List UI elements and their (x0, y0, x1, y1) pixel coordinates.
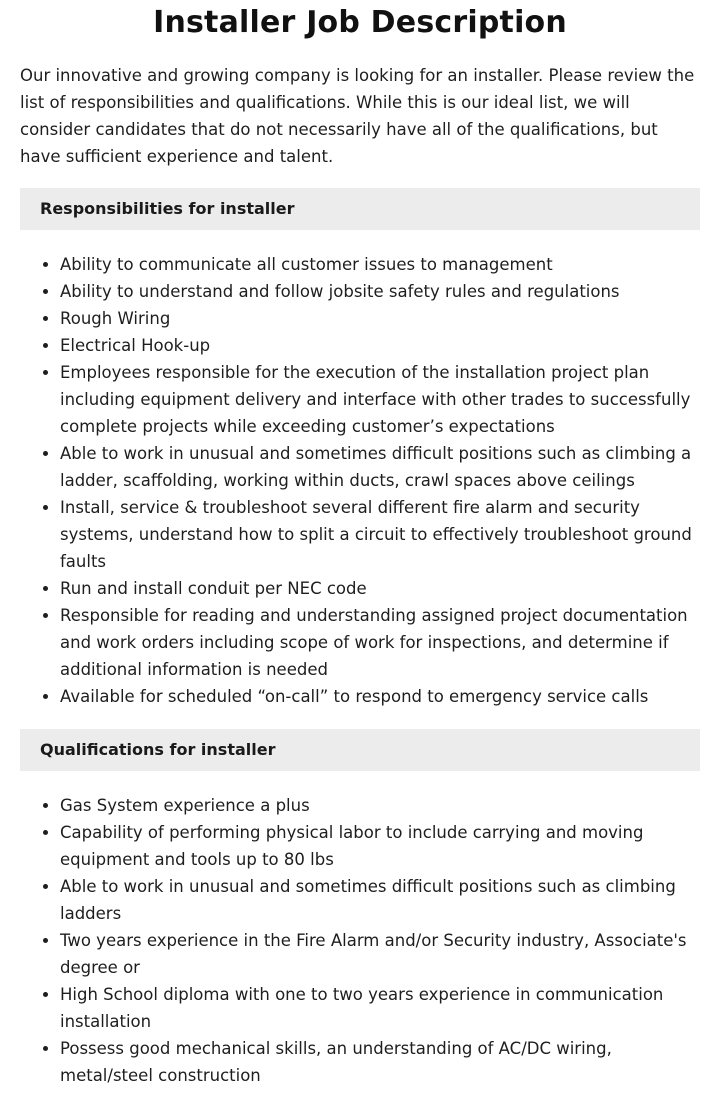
page-title: Installer Job Description (153, 5, 567, 40)
list-item: Electrical Hook-up (60, 332, 700, 359)
list-item: Ability to understand and follow jobsite safety rules and regulations (60, 278, 700, 305)
responsibilities-heading: Responsibilities for installer (20, 188, 700, 230)
list-item: Able to work in unusual and sometimes difficult positions such as climbing ladders (60, 873, 700, 927)
qualifications-list (20, 792, 700, 1089)
list-item: Gas System experience a plus (60, 792, 700, 819)
list-item: High School diploma with one to two years experience in communication installation (60, 981, 700, 1035)
list-item: Capability of performing physical labor to include carrying and moving equipment and tools up to 80 lbs (60, 819, 700, 873)
list-item: Ability to communicate all customer issues to management (60, 251, 700, 278)
list-item: Responsible for reading and understanding assigned project documentation and work orders including scope of work for inspections, and determine if additional information is needed (60, 602, 700, 683)
list-item: Able to work in unusual and sometimes difficult positions such as climbing a ladder, scaffolding, working within ducts, crawl spaces above ceilings (60, 440, 700, 494)
list-item: Possess good mechanical skills, an understanding of AC/DC wiring, metal/steel construction (60, 1035, 700, 1089)
list-item: Install, service & troubleshoot several different fire alarm and security systems, understand how to split a circuit to effectively troubleshoot ground faults (60, 494, 700, 575)
list-item: Employees responsible for the execution of the installation project plan including equipment delivery and interface with other trades to successfully complete projects while exceeding customer’s expectations (60, 359, 700, 440)
intro-paragraph: Our innovative and growing company is looking for an installer. Please review the list of responsibilities and qualifications. While this is our ideal list, we will consider candidates that do not necessarily have all of the qualifications, but have sufficient experience and talent. (20, 66, 695, 166)
list-item: Rough Wiring (60, 305, 700, 332)
responsibilities-list (20, 251, 700, 710)
qualifications-heading: Qualifications for installer (20, 729, 700, 771)
list-item: Two years experience in the Fire Alarm and/or Security industry, Associate's degree or (60, 927, 700, 981)
list-item: Available for scheduled “on-call” to respond to emergency service calls (60, 683, 700, 710)
list-item: Run and install conduit per NEC code (60, 575, 700, 602)
